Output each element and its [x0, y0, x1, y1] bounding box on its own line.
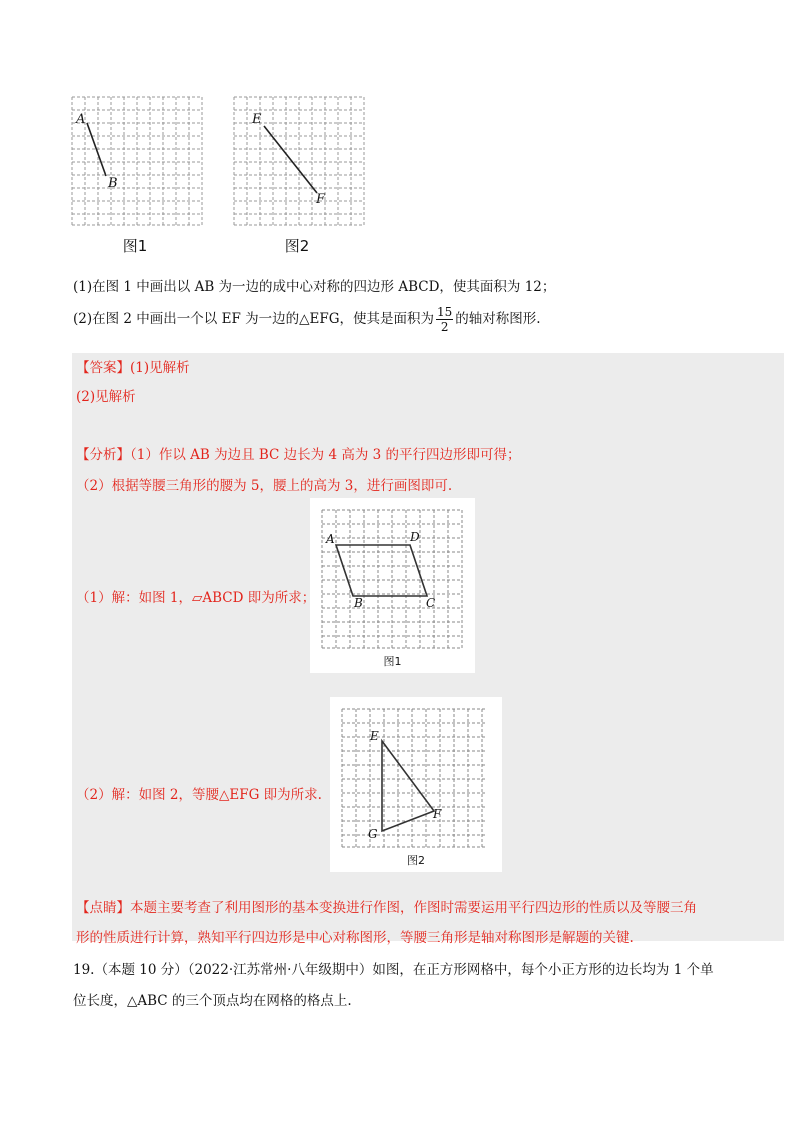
- figure-2-caption: 图2: [284, 237, 310, 255]
- label-b: B: [108, 176, 118, 191]
- sol1-label-d: D: [410, 530, 420, 544]
- fraction-numerator: 15: [437, 305, 453, 319]
- fraction-15-2: [436, 305, 453, 334]
- question-2-text-after: 的轴对称图形.: [455, 311, 541, 327]
- sol1-label-b: B: [354, 596, 363, 610]
- comment-text-1: 本题主要考查了利用图形的基本变换进行作图，作图时需要运用平行四边形的性质以及等腰三角: [130, 900, 697, 916]
- sol1-caption: 图1: [383, 655, 402, 668]
- analysis-text-1: （1）作以 AB 为边且 BC 边长为 4 高为 3 的平行四边形即可得；: [130, 447, 521, 463]
- figure-1-caption: 图1: [122, 237, 148, 255]
- answer-line-1: [76, 356, 190, 376]
- sol2-caption: 图2: [407, 854, 425, 867]
- answer-2: (2)见解析: [76, 389, 136, 405]
- label-e: E: [252, 112, 262, 127]
- fraction-denominator: 2: [440, 320, 449, 334]
- solution-1: （1）解：如图 1，▱ABCD 即为所求；: [76, 590, 316, 606]
- solution-figure-1: [310, 498, 475, 673]
- sol2-label-e: E: [370, 729, 379, 743]
- answer-label: 【答案】: [76, 360, 130, 376]
- figure-1-top: [70, 95, 205, 228]
- comment-label: 【点睛】: [76, 900, 130, 916]
- question-19-line-2: 位长度，△ABC 的三个顶点均在网格的格点上.: [73, 993, 352, 1009]
- question-2: [73, 305, 541, 334]
- label-f: F: [316, 192, 326, 207]
- sol2-label-f: F: [433, 807, 442, 821]
- solution-grid-2: [330, 697, 502, 872]
- question-1: (1)在图 1 中画出以 AB 为一边的成中心对称的四边形 ABCD，使其面积为 12；: [73, 279, 556, 295]
- sol1-label-a: A: [326, 532, 335, 546]
- comment-text-2: 形的性质进行计算，熟知平行四边形是中心对称图形，等腰三角形是轴对称图形是解题的关键.: [76, 930, 634, 946]
- solution-2: （2）解：如图 2，等腰△EFG 即为所求.: [76, 787, 322, 803]
- sol2-label-g: G: [368, 827, 378, 841]
- analysis-label: 【分析】: [76, 447, 130, 463]
- question-2-text-before: (2)在图 2 中画出一个以 EF 为一边的△EFG，使其是面积为: [73, 311, 434, 327]
- solution-figure-2: [330, 697, 502, 872]
- question-19-line-1: 19.（本题 10 分）（2022·江苏常州·八年级期中）如图，在正方形网格中，每个小正方形的边长均为 1 个单: [73, 962, 714, 978]
- solution-grid-1: [310, 498, 475, 673]
- sol1-label-c: C: [426, 596, 436, 610]
- analysis-line-1: [76, 443, 521, 463]
- grid-figure-1: [70, 95, 205, 228]
- answer-1: (1)见解析: [130, 360, 190, 376]
- comment-line-1: [76, 896, 697, 916]
- analysis-text-2: （2）根据等腰三角形的腰为 5，腰上的高为 3，进行画图即可.: [76, 478, 453, 494]
- label-a: A: [76, 112, 86, 127]
